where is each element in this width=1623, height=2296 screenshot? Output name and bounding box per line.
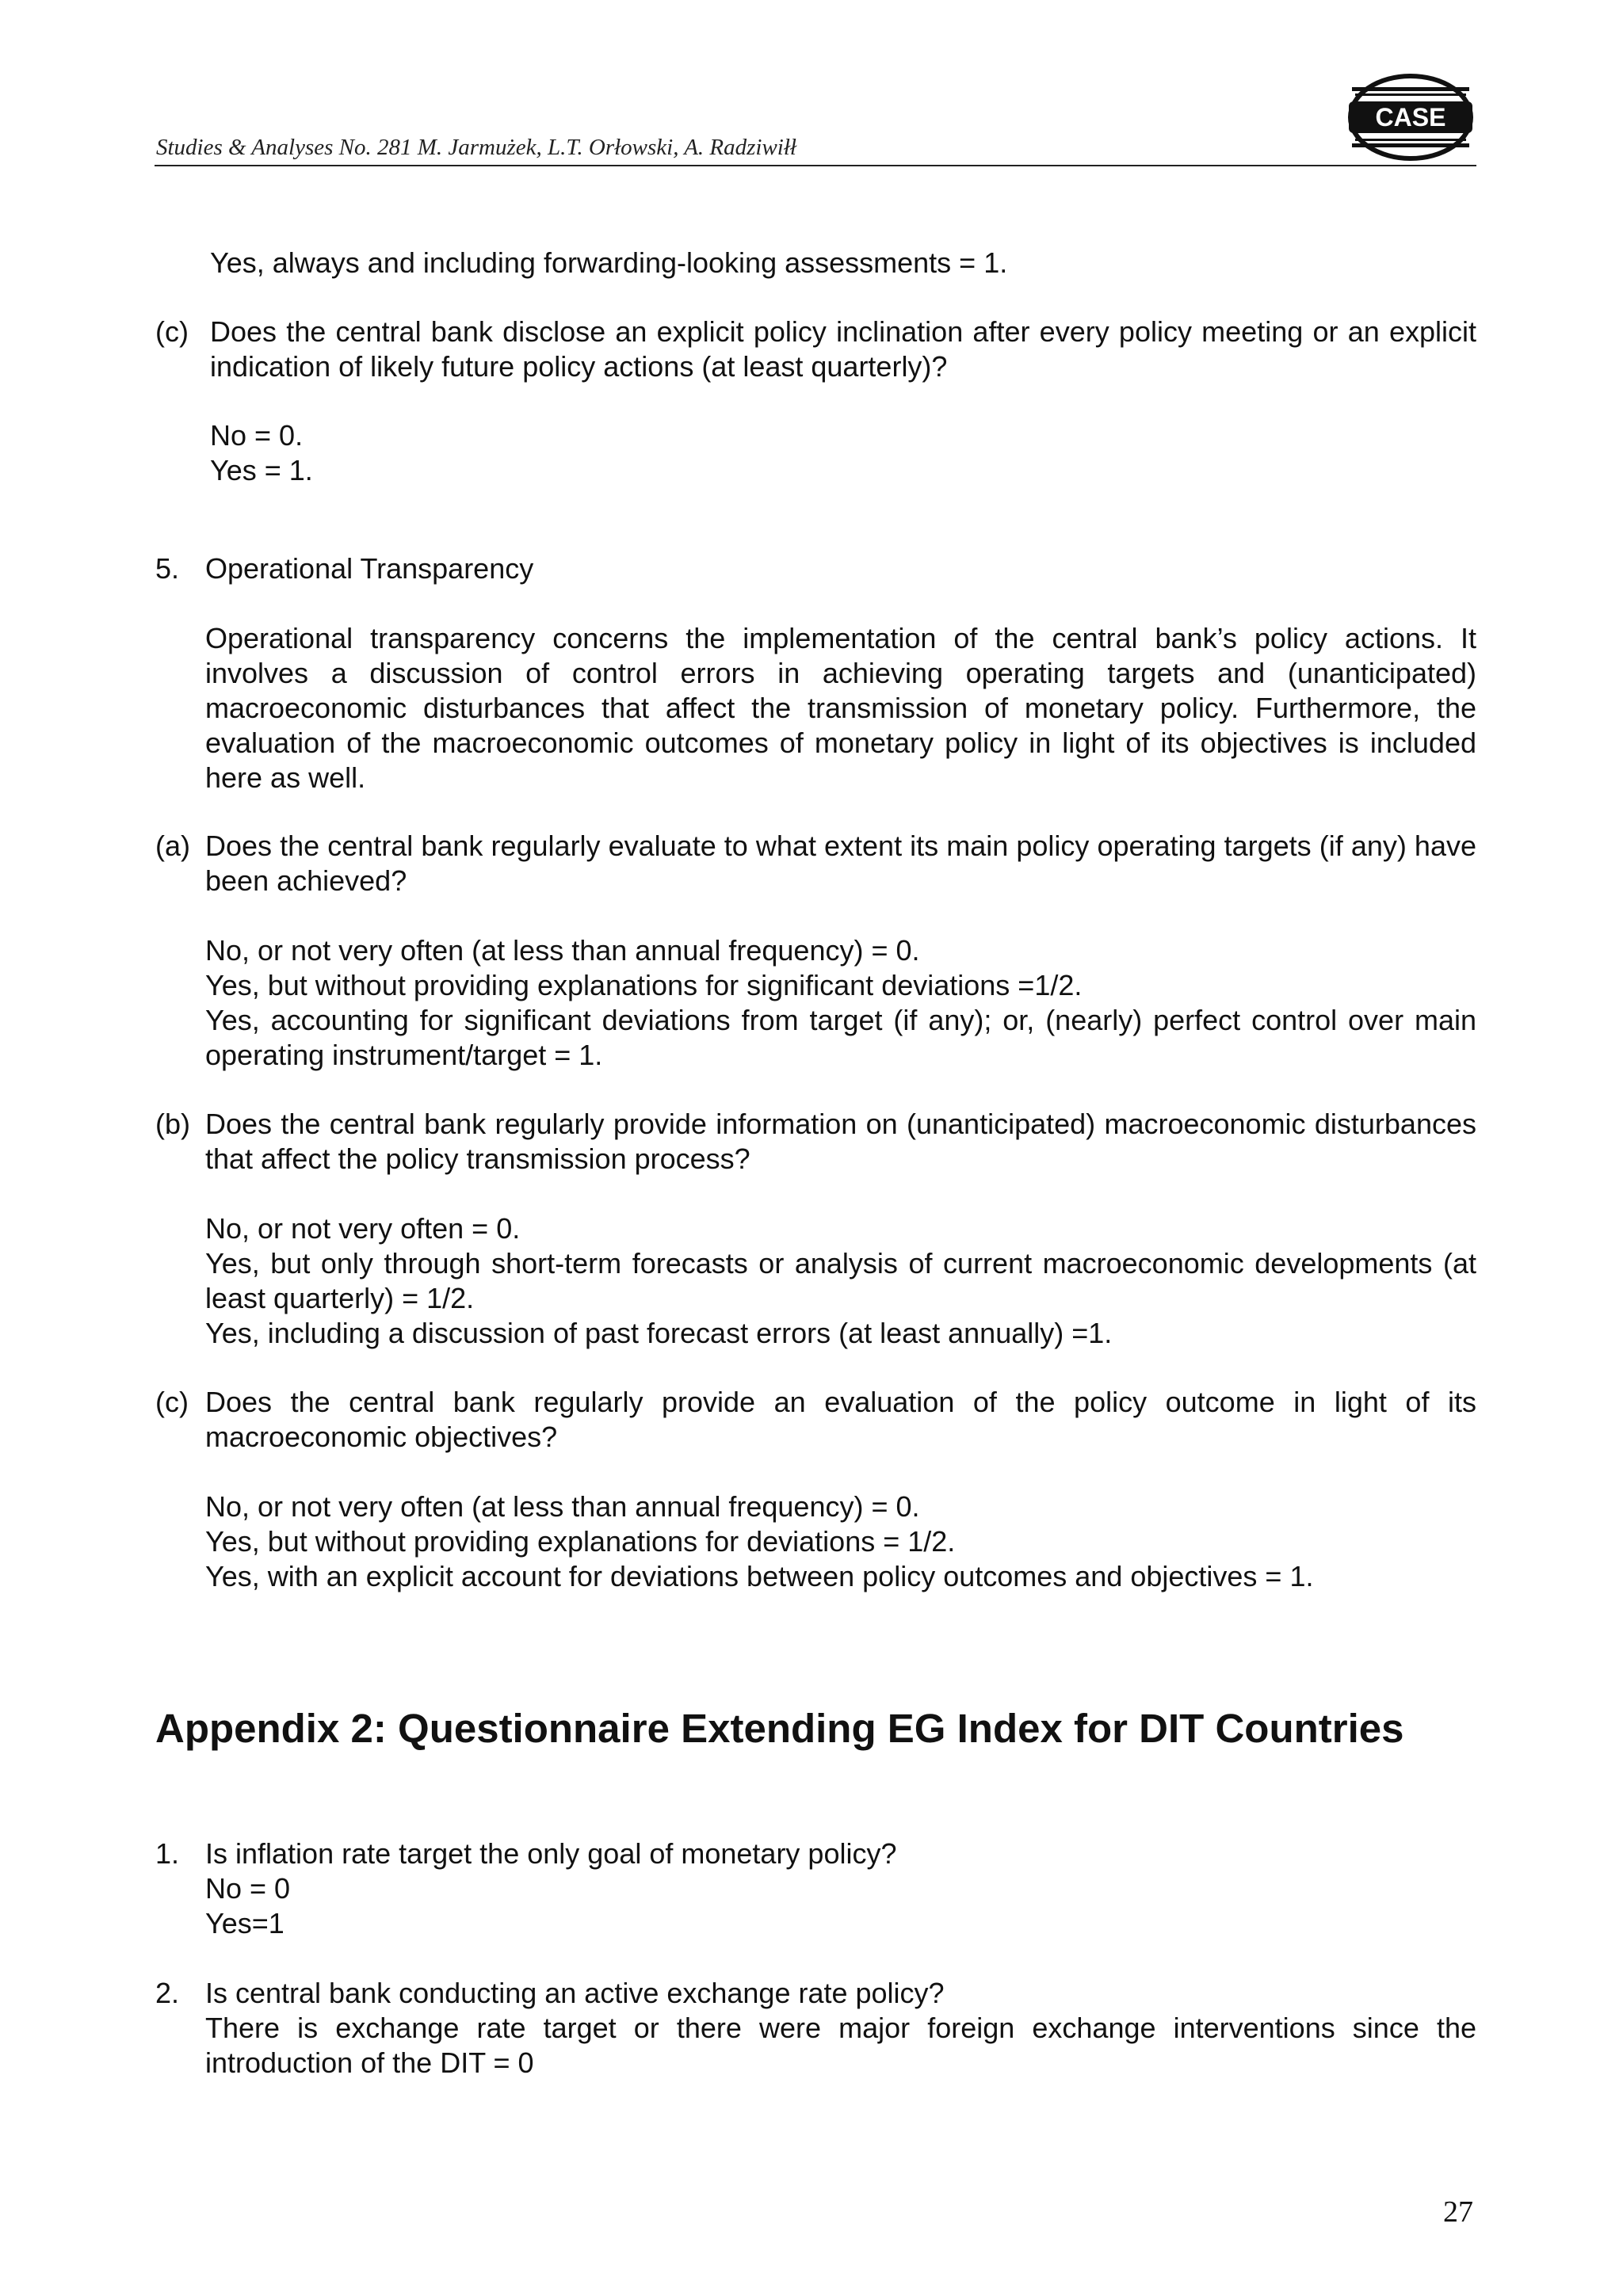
- question-text: Does the central bank regularly provide information on (unanticipated) macroeconomic disturbances that affect the policy transmission process?: [205, 1108, 1476, 1175]
- item-label: (c): [155, 315, 189, 348]
- question-text: Does the central bank disclose an explicit policy inclination after every policy meeting or an explicit indication of likely future policy actions (at least quarterly)?: [210, 315, 1476, 383]
- section-title: Operational Transparency: [205, 552, 534, 585]
- question-text: Does the central bank regularly provide an evaluation of the policy outcome in light of its macroeconomic objectives?: [205, 1386, 1476, 1453]
- answer-line: No, or not very often (at less than annual frequency) = 0.: [205, 934, 920, 967]
- page-number: 27: [1443, 2195, 1473, 2229]
- question-text: Is inflation rate target the only goal of monetary policy?: [205, 1837, 897, 1870]
- answer-line: Yes, but only through short-term forecasts or analysis of current macroeconomic developments (at least quarterly) = 1/2.: [205, 1247, 1476, 1314]
- item-label: (b): [155, 1108, 190, 1140]
- answer-line: No, or not very often = 0.: [205, 1212, 521, 1245]
- answer-line: Yes = 1.: [210, 454, 313, 486]
- answer-line: Yes, accounting for significant deviations from target (if any); or, (nearly) perfect control over main operating instrument/target = 1.: [205, 1004, 1476, 1071]
- item-label: (a): [155, 830, 190, 862]
- answer-line: Yes, with an explicit account for deviations between policy outcomes and objectives = 1.: [205, 1560, 1314, 1592]
- answer-line: No = 0.: [210, 419, 304, 452]
- section-intro: Operational transparency concerns the implementation of the central bank’s policy actions. It involves a discussion of control errors in achieving operating targets and (unanticipated) macroeconomic disturbances that affect the transmission of monetary policy. Furthermore, the evaluation of the macroeconomic outcomes of monetary policy in light of its objectives is included here as well.: [205, 622, 1476, 794]
- header-rule: [155, 165, 1476, 166]
- item-label: (c): [155, 1386, 189, 1418]
- answer-line: Yes, always and including forwarding-looking assessments = 1.: [210, 246, 1008, 279]
- question-text: Does the central bank regularly evaluate to what extent its main policy operating targets (if any) have been achieved?: [205, 830, 1476, 897]
- question-number: 1.: [155, 1837, 180, 1870]
- answer-line: There is exchange rate target or there were major foreign exchange interventions since the introduction of the DIT = 0: [205, 2012, 1476, 2079]
- section-number: 5.: [155, 552, 180, 585]
- answer-line: Yes, including a discussion of past forecast errors (at least annually) =1.: [205, 1317, 1113, 1349]
- case-logo: [1347, 73, 1474, 162]
- answer-line: No = 0: [205, 1872, 291, 1905]
- answer-line: Yes, but without providing explanations for deviations = 1/2.: [205, 1525, 956, 1558]
- answer-line: Yes, but without providing explanations for significant deviations =1/2.: [205, 969, 1083, 1001]
- appendix-heading: Appendix 2: Questionnaire Extending EG Index for DIT Countries: [155, 1706, 1404, 1751]
- question-text: Is central bank conducting an active exchange rate policy?: [205, 1977, 945, 2009]
- question-number: 2.: [155, 1977, 180, 2009]
- running-header: Studies & Analyses No. 281 M. Jarmużek, L.T. Orłowski, A. Radziwiłł: [156, 135, 796, 160]
- logo-text: CASE: [1375, 103, 1446, 132]
- answer-line: No, or not very often (at less than annual frequency) = 0.: [205, 1490, 920, 1523]
- answer-line: Yes=1: [205, 1907, 285, 1939]
